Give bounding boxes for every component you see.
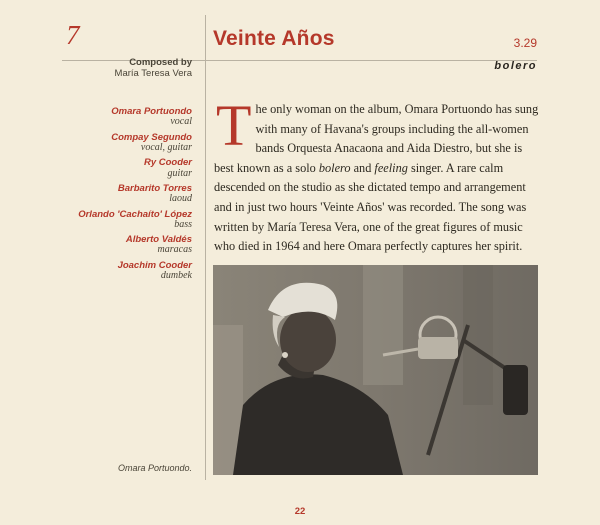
musician-name: Ry Cooder [143, 157, 192, 169]
musician-name: Orlando 'Cachaíto' López [78, 208, 192, 220]
musician-name: Joachim Cooder [117, 259, 192, 271]
singer-photo [213, 265, 538, 475]
text-run: he only woman on the album, Omara Portuondo has sung with many of Havana's groups including the all-women bands Orquesta Anacaona and Aida Diestro, but she is best known as a solo [214, 102, 539, 175]
track-number: 7 [66, 20, 80, 50]
musician-entry [78, 210, 192, 231]
vertical-divider [205, 15, 206, 480]
musician-entry [78, 184, 192, 205]
emphasis-feeling: feeling [374, 160, 408, 175]
composer-label: Composed by [129, 57, 192, 68]
musician-role: bass [174, 218, 192, 230]
text-run: and [350, 160, 375, 175]
musician-entry [78, 261, 192, 282]
emphasis-bolero: bolero [318, 160, 351, 175]
photo-caption: Omara Portuondo. [117, 463, 192, 473]
composer-name: María Teresa Vera [114, 67, 192, 79]
musician-name: Barbarito Torres [117, 182, 192, 194]
liner-notes-text [214, 93, 539, 257]
drop-cap: T [216, 93, 252, 158]
musician-entry [78, 158, 192, 179]
musician-role: vocal, guitar [140, 141, 192, 153]
musician-name: Alberto Valdés [125, 234, 192, 246]
track-duration: 3.29 [513, 36, 537, 50]
musician-entry [78, 235, 192, 256]
track-genre: bolero [494, 60, 537, 72]
musician-role: maracas [157, 244, 192, 256]
musician-name: Compay Segundo [111, 131, 192, 143]
track-title: Veinte Años [213, 27, 335, 50]
musician-list [78, 107, 192, 286]
musician-name: Omara Portuondo [111, 106, 192, 117]
page-number: 22 [294, 506, 306, 517]
composer-credit [115, 58, 192, 79]
horizontal-rule-right [205, 60, 537, 61]
musician-role: dumbek [160, 270, 192, 282]
liner-notes-paragraph [214, 93, 539, 257]
musician-role: vocal [170, 116, 192, 128]
musician-entry [78, 133, 192, 154]
musician-entry [78, 107, 192, 128]
musician-role: laoud [169, 193, 192, 205]
text-run: singer. A rare calm descended on the studio as she dictated tempo and arrangement and in just two hours 'Veinte Años' was recorded. The song was written by María Teresa Vera, one of the great figures of music who died in 1964 and here Omara perfectly captures her spirit. [214, 160, 527, 254]
musician-role: guitar [167, 167, 192, 179]
